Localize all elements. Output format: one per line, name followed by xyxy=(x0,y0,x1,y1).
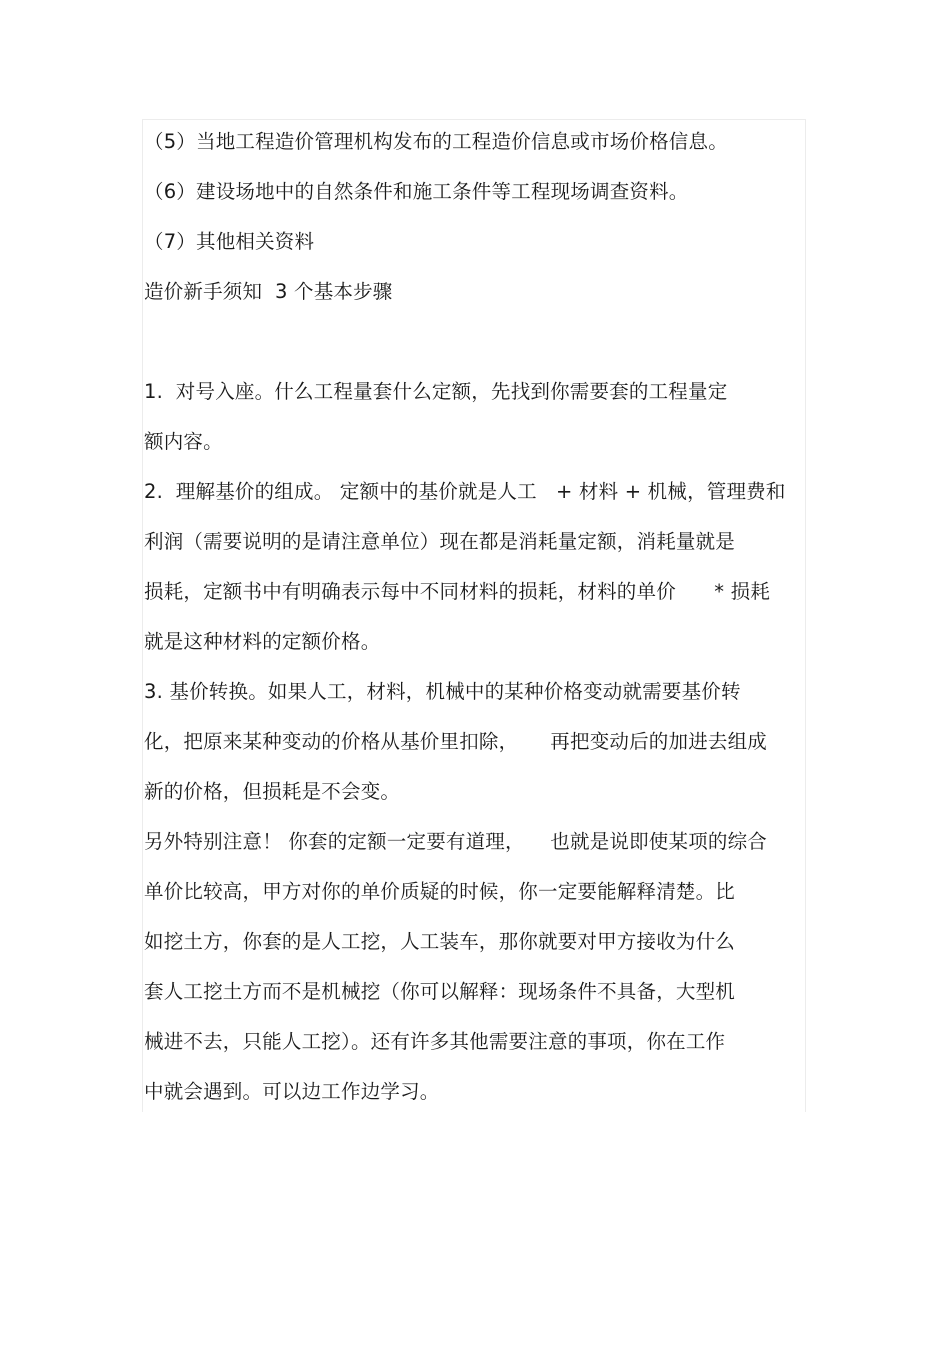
step-2-line-1: 2. 理解基价的组成。 定额中的基价就是人工 + 材料 + 机械，管理费和 xyxy=(144,480,786,503)
step-1-line-1: 1. 对号入座。什么工程量套什么定额，先找到你需要套的工程量定 xyxy=(144,380,728,403)
note-line-1: 另外特别注意！ 你套的定额一定要有道理， 也就是说即使某项的综合 xyxy=(144,830,767,853)
note-line-5: 械进不去，只能人工挖）。还有许多其他需要注意的事项，你在工作 xyxy=(144,1030,726,1053)
step-2-line-3: 损耗，定额书中有明确表示每中不同材料的损耗，材料的单价 * 损耗 xyxy=(144,580,771,603)
section-heading: 造价新手须知 3 个基本步骤 xyxy=(144,280,393,303)
text-line-item-7: （7）其他相关资料 xyxy=(144,230,315,253)
step-3-line-2: 化，把原来某种变动的价格从基价里扣除， 再把变动后的加进去组成 xyxy=(144,730,767,753)
step-2-line-2: 利润（需要说明的是请注意单位）现在都是消耗量定额，消耗量就是 xyxy=(144,530,736,553)
note-line-6: 中就会遇到。可以边工作边学习。 xyxy=(144,1080,440,1103)
step-1-line-2: 额内容。 xyxy=(144,430,223,453)
note-line-3: 如挖土方，你套的是人工挖，人工装车，那你就要对甲方接收为什么 xyxy=(144,930,736,953)
text-line-item-5: （5）当地工程造价管理机构发布的工程造价信息或市场价格信息。 xyxy=(144,130,728,153)
step-2-line-4: 就是这种材料的定额价格。 xyxy=(144,630,381,653)
step-3-line-1: 3. 基价转换。如果人工，材料，机械中的某种价格变动就需要基价转 xyxy=(144,680,741,703)
step-3-line-3: 新的价格，但损耗是不会变。 xyxy=(144,780,401,803)
text-line-item-6: （6）建设场地中的自然条件和施工条件等工程现场调查资料。 xyxy=(144,180,689,203)
note-line-4: 套人工挖土方而不是机械挖（你可以解释：现场条件不具备，大型机 xyxy=(144,980,736,1003)
page-frame xyxy=(142,119,806,1112)
note-line-2: 单价比较高，甲方对你的单价质疑的时候，你一定要能解释清楚。比 xyxy=(144,880,736,903)
